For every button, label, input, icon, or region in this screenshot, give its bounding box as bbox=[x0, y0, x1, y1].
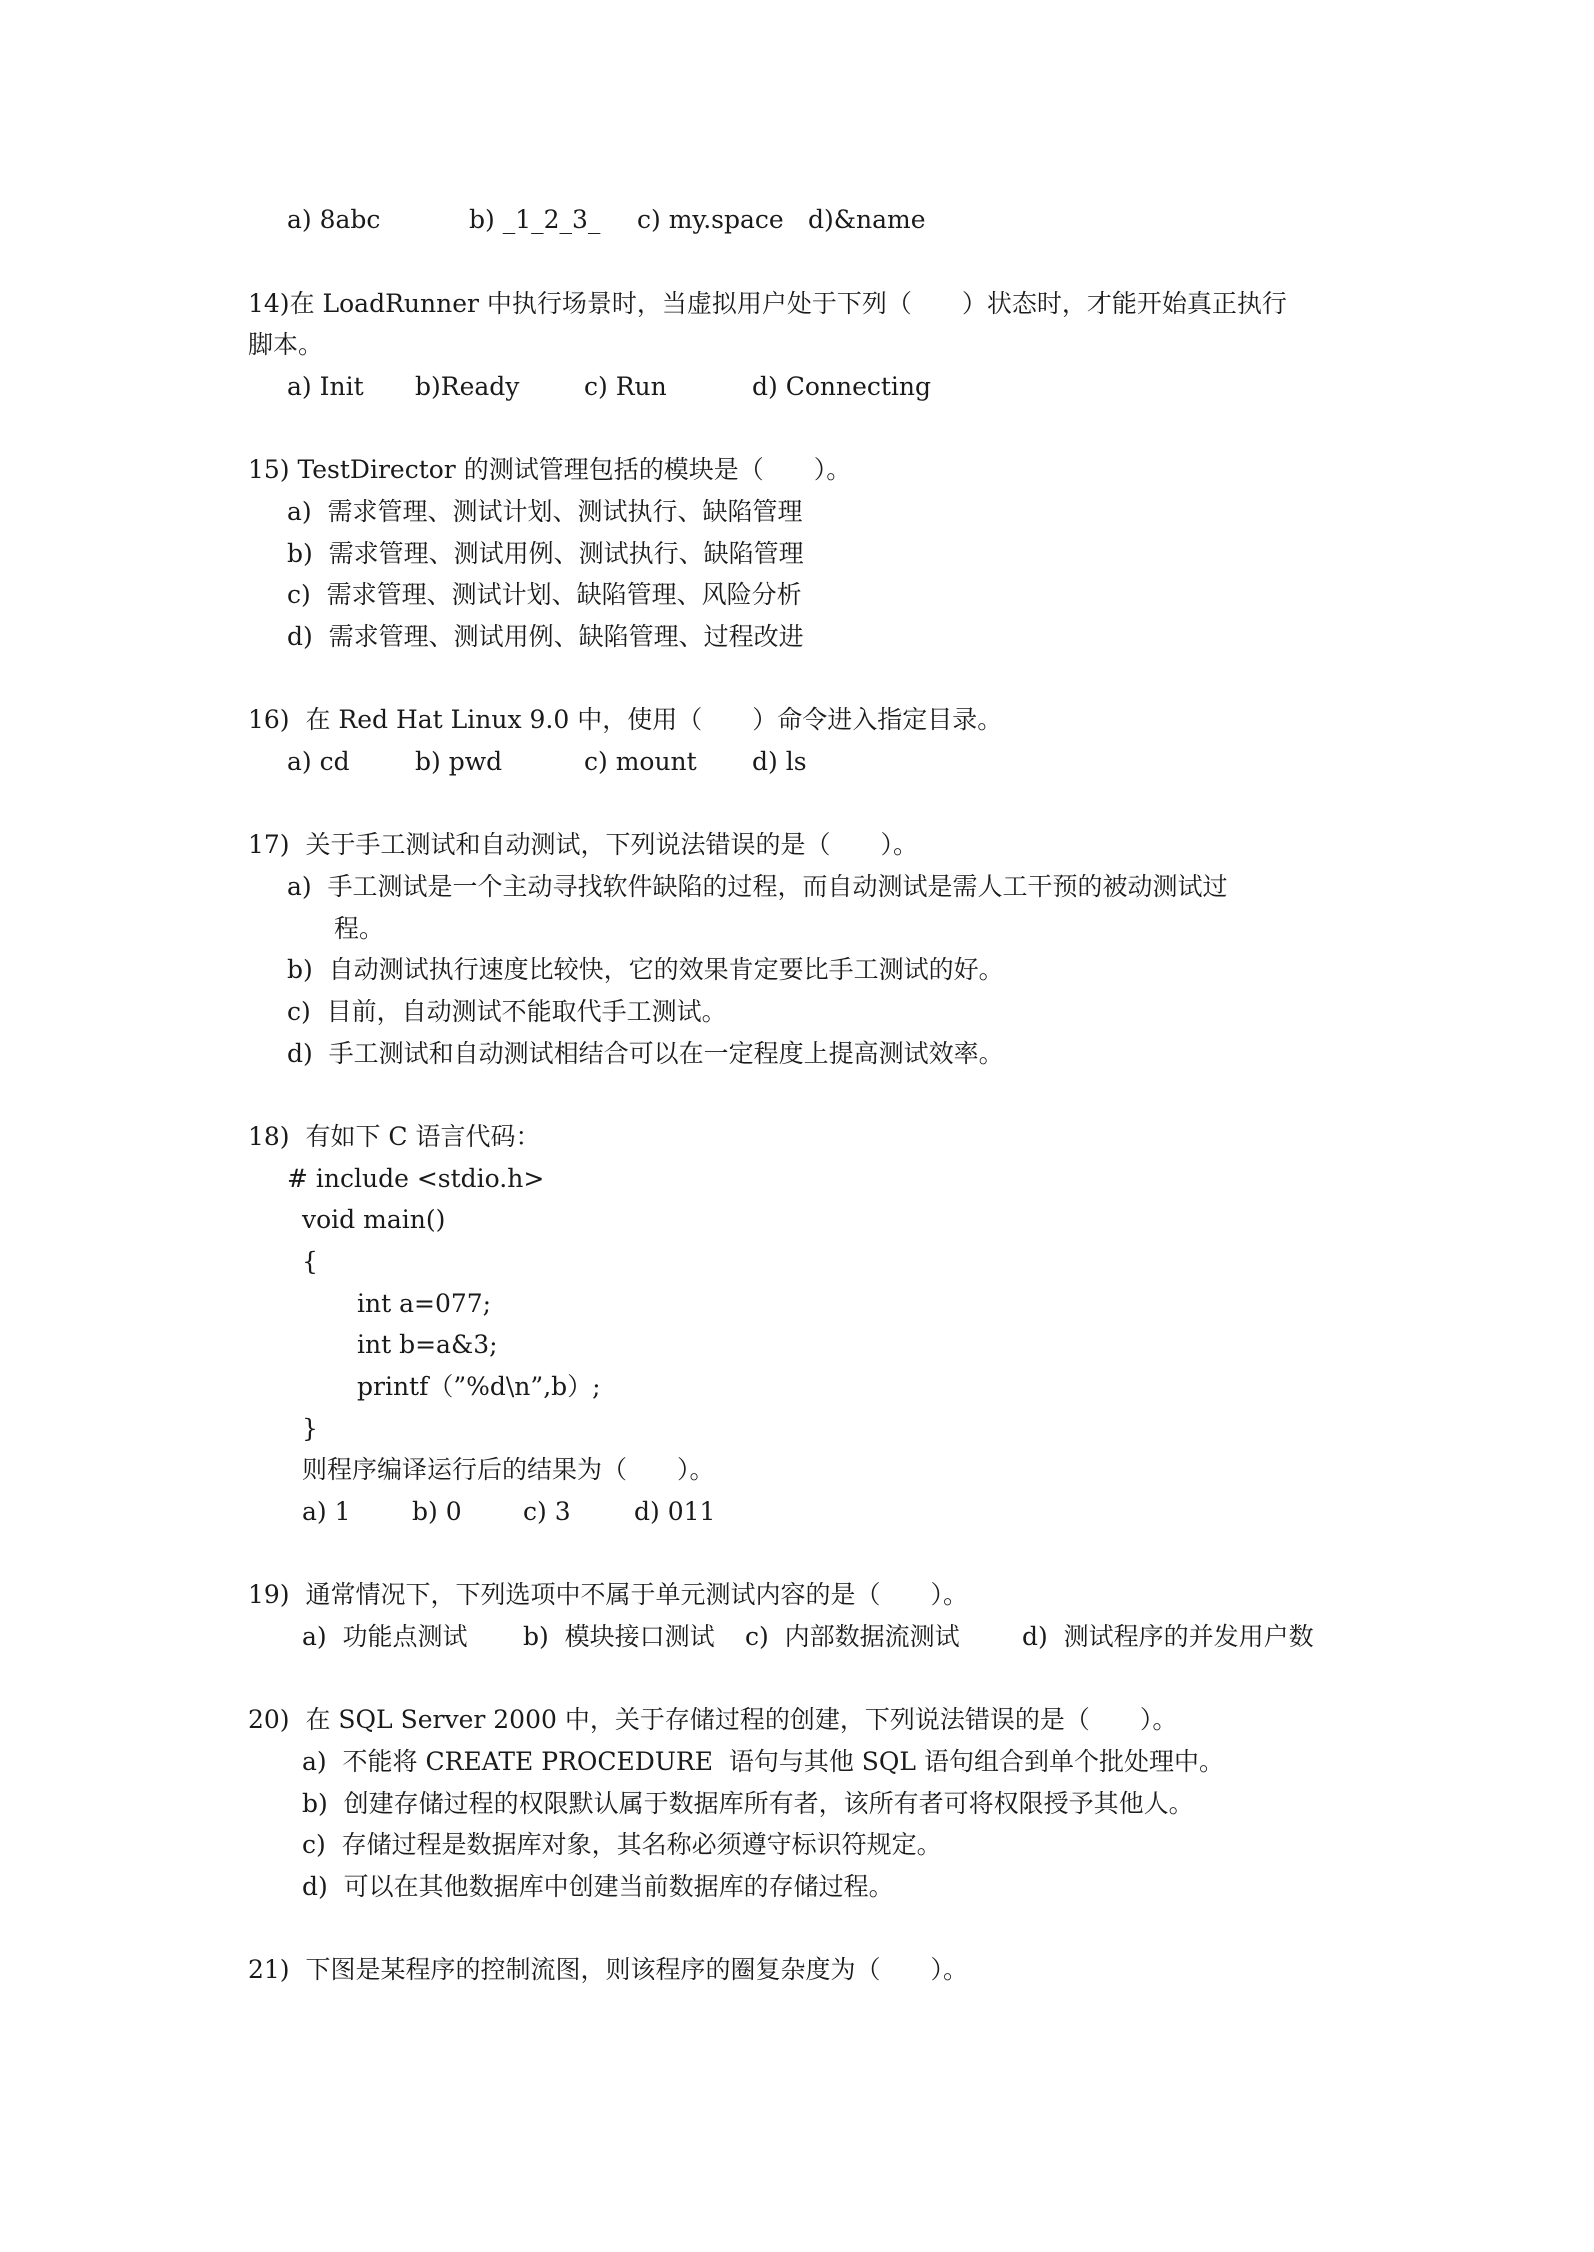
q21-stem: 21) 下图是某程序的控制流图，则该程序的圈复杂度为（ ）。 bbox=[248, 1955, 968, 1984]
q16-option-d: d) ls bbox=[752, 747, 807, 776]
q15-option-a: a) 需求管理、测试计划、测试执行、缺陷管理 bbox=[287, 497, 803, 526]
q15-option-c: c) 需求管理、测试计划、缺陷管理、风险分析 bbox=[287, 580, 802, 609]
q18-code-line: int b=a&3; bbox=[357, 1330, 498, 1359]
q20-option-a: a) 不能将 CREATE PROCEDURE 语句与其他 SQL 语句组合到单个批处理中。 bbox=[302, 1747, 1224, 1776]
q19-option-b: b) 模块接口测试 bbox=[523, 1622, 715, 1651]
q17-option-d: d) 手工测试和自动测试相结合可以在一定程度上提高测试效率。 bbox=[287, 1039, 1004, 1068]
q13-option-d: d)&name bbox=[808, 205, 926, 234]
q17-option-a-line1: a) 手工测试是一个主动寻找软件缺陷的过程，而自动测试是需人工干预的被动测试过 bbox=[287, 872, 1228, 901]
q15-stem: 15) TestDirector 的测试管理包括的模块是（ ）。 bbox=[248, 455, 852, 484]
q14-stem-line1: 14)在 LoadRunner 中执行场景时，当虚拟用户处于下列（ ）状态时，才能开始真正执行 bbox=[248, 289, 1287, 318]
q18-code-line: # include <stdio.h> bbox=[287, 1164, 545, 1193]
q13-option-a: a) 8abc bbox=[287, 205, 381, 234]
q19-stem: 19) 通常情况下，下列选项中不属于单元测试内容的是（ ）。 bbox=[248, 1580, 968, 1609]
q18-option-c: c) 3 bbox=[523, 1497, 571, 1526]
q16-option-b: b) pwd bbox=[415, 747, 503, 776]
q18-option-d: d) 011 bbox=[634, 1497, 716, 1526]
q14-option-d: d) Connecting bbox=[752, 372, 932, 401]
q18-option-b: b) 0 bbox=[412, 1497, 462, 1526]
q16-option-a: a) cd bbox=[287, 747, 350, 776]
q17-option-a-line2: 程。 bbox=[334, 914, 385, 943]
q17-option-c: c) 目前，自动测试不能取代手工测试。 bbox=[287, 997, 727, 1026]
q14-option-b: b)Ready bbox=[415, 372, 520, 401]
q16-option-c: c) mount bbox=[584, 747, 697, 776]
q13-option-c: c) my.space bbox=[637, 205, 784, 234]
q18-stem: 18) 有如下 C 语言代码： bbox=[248, 1122, 541, 1151]
q20-option-d: d) 可以在其他数据库中创建当前数据库的存储过程。 bbox=[302, 1872, 894, 1901]
q14-option-c: c) Run bbox=[584, 372, 667, 401]
q15-option-b: b) 需求管理、测试用例、测试执行、缺陷管理 bbox=[287, 539, 804, 568]
q18-code-line: { bbox=[302, 1247, 318, 1276]
q16-stem: 16) 在 Red Hat Linux 9.0 中，使用（ ）命令进入指定目录。 bbox=[248, 705, 1003, 734]
q18-code-line: int a=077; bbox=[357, 1289, 492, 1318]
q17-stem: 17) 关于手工测试和自动测试，下列说法错误的是（ ）。 bbox=[248, 830, 918, 859]
q17-option-b: b) 自动测试执行速度比较快，它的效果肯定要比手工测试的好。 bbox=[287, 955, 1004, 984]
q18-code-line: void main() bbox=[302, 1205, 446, 1234]
q18-option-a: a) 1 bbox=[302, 1497, 351, 1526]
q19-option-c: c) 内部数据流测试 bbox=[745, 1622, 960, 1651]
q18-code-line: } bbox=[302, 1414, 318, 1443]
q14-option-a: a) Init bbox=[287, 372, 364, 401]
q20-option-c: c) 存储过程是数据库对象，其名称必须遵守标识符规定。 bbox=[302, 1830, 942, 1859]
q13-option-b: b) _1_2_3_ bbox=[469, 205, 601, 234]
q19-option-d: d) 测试程序的并发用户数 bbox=[1022, 1622, 1314, 1651]
q18-code-line: printf（”%d\n”,b）; bbox=[357, 1372, 601, 1401]
q19-option-a: a) 功能点测试 bbox=[302, 1622, 468, 1651]
q14-stem-line2: 脚本。 bbox=[248, 330, 324, 359]
q18-question: 则程序编译运行后的结果为（ ）。 bbox=[302, 1455, 715, 1484]
q15-option-d: d) 需求管理、测试用例、缺陷管理、过程改进 bbox=[287, 622, 804, 651]
q20-option-b: b) 创建存储过程的权限默认属于数据库所有者，该所有者可将权限授予其他人。 bbox=[302, 1789, 1194, 1818]
q20-stem: 20) 在 SQL Server 2000 中，关于存储过程的创建，下列说法错误的是（ ）。 bbox=[248, 1705, 1178, 1734]
